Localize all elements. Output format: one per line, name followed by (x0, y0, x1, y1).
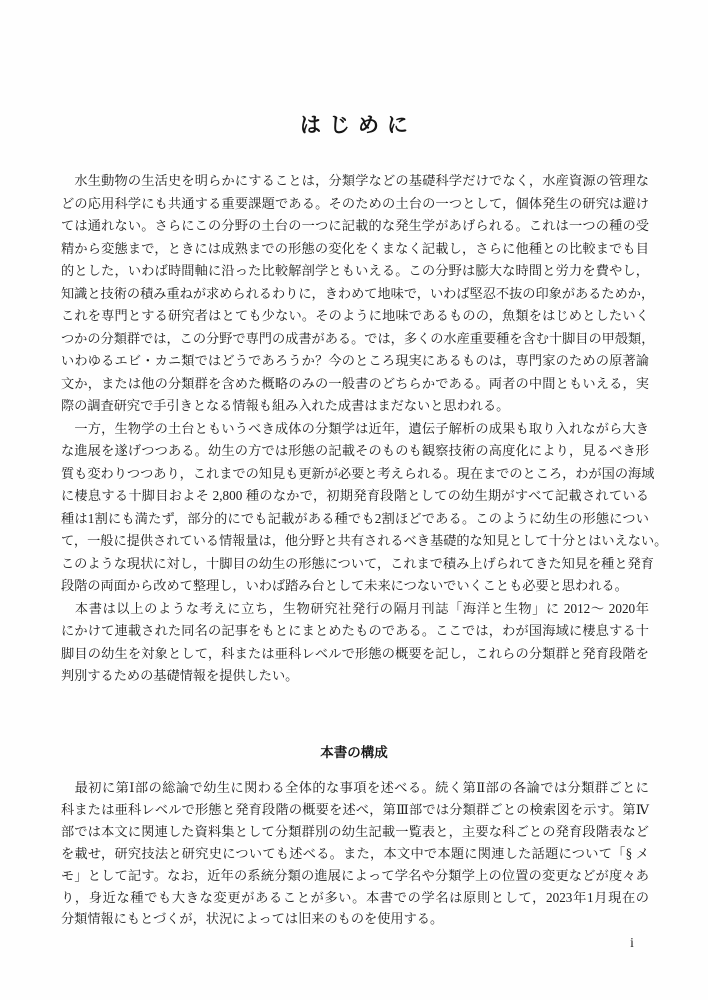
text-line: 科または亜科レベルで形態と発育段階の概要を述べ，第Ⅲ部では分類群ごとの検索図を示す。第Ⅳ (61, 801, 649, 817)
text-line: いわゆるエビ・カニ類ではどうであろうか？今のところ現実にあるものは，専門家のための原著論 (61, 353, 649, 368)
text-line: 文か，または他の分類群を含めた概略のみの一般書のどちらかである。両者の中間ともいえる，実 (61, 375, 649, 391)
book-structure-text-block (61, 777, 649, 930)
text-line: り，身近な種でも大きな変更があることが多い。本書での学名は原則として，2023年1月現在の (61, 889, 649, 905)
text-line: 段階の両面から改めて整理し，いわば踏み台として未来につないでいくことも必要と思われる。 (61, 578, 628, 593)
text-line: を載せ，研究技法と研究史についても述べる。また，本文中で本題に関連した話題について「§ メ (61, 845, 649, 861)
text-line: 精から変態まで，ときには成熟までの形態の変化をくまなく記載し，さらに他種との比較までも目 (61, 240, 649, 256)
text-line: 水生動物の生活史を明らかにすることは，分類学などの基礎科学だけでなく，水産資源の管理な (61, 173, 649, 188)
text-line: 分類情報にもとづくが，状況によっては旧来のものを使用する。 (61, 911, 444, 927)
text-line: な進展を遂げつつある。幼生の方では形態の記載そのものも観察技術の高度化により，見るべき形 (61, 443, 649, 458)
text-line: て，一般に提供されている情報量は，他分野と共有されるべき基礎的な知見として十分とはいえない。 (61, 533, 668, 548)
text-line: つかの分類群では，この分野で専門の成書がある。では，多くの水産重要種を含む十脚目の甲殻類， (61, 330, 655, 346)
text-line: 一方，生物学の土台ともいうべき成体の分類学は近年，遺伝子解析の成果も取り入れながら大き (61, 420, 649, 436)
text-line: 種は1割にも満たず，部分的にでも記載がある種でも2割ほどである。このように幼生の形態につい (61, 510, 649, 526)
text-line: 部では本文に関連した資料集として分類群別の幼生記載一覧表と，主要な科ごとの発育段階表など (61, 823, 649, 839)
text-line: 判別するための基礎情報を提供したい。 (61, 668, 299, 683)
text-line: 質も変わりつつあり，これまでの知見も更新が必要と考えられる。現在までのところ，わが国の海域 (61, 465, 655, 481)
text-line: にかけて連載された同名の記事をもとにまとめたものである。ここでは，わが国海域に棲息する十 (61, 623, 649, 638)
page-number: i (630, 935, 634, 950)
text-line: 脚目の幼生を対象として，科または亜科レベルで形態の概要を記し，これらの分類群と発育段階を (61, 645, 649, 661)
section-heading: 本書の構成 (320, 745, 388, 760)
text-line: どの応用科学にも共通する重要課題である。そのための土台の一つとして，個体発生の研究は避け (61, 195, 649, 211)
text-line: このような現状に対し，十脚目の幼生の形態について，これまで積み上げられてきた知見を種と発育 (61, 555, 654, 571)
text-line: モ」として記す。なお，近年の系統分類の進展によって学名や分類学上の位置の変更などが度々あ (61, 867, 649, 883)
text-line: に棲息する十脚目およそ 2,800 種のなかで，初期発育段階としての幼生期がすべて記載されている (61, 488, 649, 503)
preface-text-block (61, 170, 668, 688)
page-title: はじめに (300, 113, 416, 137)
text-line: ては通れない。さらにこの分野の土台の一つに記載的な発生学があげられる。これは一つの種の受 (61, 218, 649, 233)
text-line: これを専門とする研究者はとても少ない。そのように地味であるものの，魚類をはじめとしたいく (61, 308, 649, 323)
text-line: 的とした，いわば時間軸に沿った比較解剖学ともいえる。この分野は膨大な時間と労力を費やし， (61, 263, 649, 278)
text-line: 本書は以上のような考えに立ち，生物研究社発行の隔月刊誌「海洋と生物」に 2012～ 2020年 (61, 600, 649, 616)
text-line: 知識と技術の積み重ねが求められるわりに，きわめて地味で，いわば堅忍不抜の印象があるためか， (61, 285, 655, 301)
text-line: 際の調査研究で手引きとなる情報も組み入れた成書はまだないと思われる。 (61, 398, 510, 413)
text-line: 最初に第Ⅰ部の総論で幼生に関わる全体的な事項を述べる。続く第Ⅱ部の各論では分類群ごとに (61, 780, 649, 795)
